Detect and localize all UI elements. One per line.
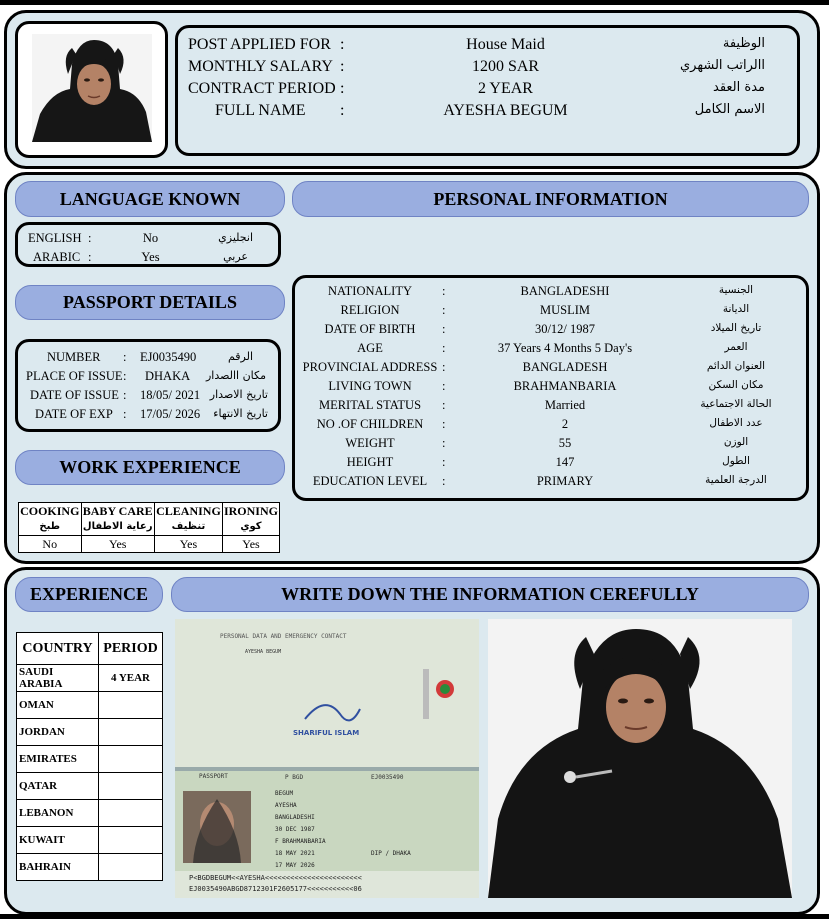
row-label: AGE bbox=[357, 341, 383, 355]
personal-row bbox=[295, 379, 806, 398]
country-cell: BAHRAIN bbox=[17, 854, 99, 881]
row-value: Yes bbox=[141, 250, 160, 264]
row-value: 17/05/ 2026 bbox=[140, 407, 201, 421]
row-colon: : bbox=[340, 58, 345, 75]
row-label: ARABIC bbox=[33, 250, 81, 264]
row-arabic: الدرجة العلمية bbox=[705, 474, 767, 486]
language-row bbox=[18, 250, 278, 269]
work-table bbox=[18, 502, 280, 553]
country-cell: KUWAIT bbox=[17, 827, 99, 854]
row-arabic: مكان السكن bbox=[708, 379, 764, 391]
header-row bbox=[178, 36, 797, 58]
experience-row bbox=[17, 827, 163, 854]
row-value: 37 Years 4 Months 5 Day's bbox=[497, 341, 633, 355]
work-col-cooking bbox=[19, 503, 82, 536]
experience-row bbox=[17, 719, 163, 746]
row-label: NO .OF CHILDREN bbox=[316, 417, 424, 431]
row-value: PRIMARY bbox=[536, 474, 594, 488]
experience-row bbox=[17, 773, 163, 800]
experience-period-header: PERIOD bbox=[99, 633, 163, 665]
scan-mrz-2: EJ0035490ABGD8712301F2605177<<<<<<<<<<<06 bbox=[189, 885, 362, 893]
experience-row bbox=[17, 692, 163, 719]
row-value: EJ0035490 bbox=[140, 350, 197, 364]
personal-row bbox=[295, 455, 806, 474]
language-row bbox=[18, 231, 278, 250]
scan-type-code: P BGD bbox=[285, 774, 304, 781]
experience-country-header: COUNTRY bbox=[17, 633, 99, 665]
scan-name-line: AYESHA BEGUM bbox=[245, 649, 282, 655]
row-arabic: الجنسية bbox=[718, 284, 754, 296]
scan-number: EJ0035490 bbox=[371, 774, 404, 781]
work-col-ironing bbox=[222, 503, 279, 536]
row-arabic: االراتب الشهري bbox=[680, 58, 765, 73]
scan-expiry: 17 MAY 2026 bbox=[275, 862, 315, 869]
row-arabic: الديانة bbox=[722, 303, 750, 315]
country-cell: JORDAN bbox=[17, 719, 99, 746]
row-arabic: عربي bbox=[223, 250, 248, 263]
row-colon: : bbox=[340, 36, 345, 53]
row-arabic: مكان االصدار bbox=[205, 369, 266, 382]
row-label: WEIGHT bbox=[345, 436, 395, 450]
row-value: Married bbox=[544, 398, 586, 412]
row-arabic: الحالة الاجتماعية bbox=[700, 398, 772, 410]
experience-table bbox=[16, 632, 163, 881]
work-col-ar: رعاية الاطفال bbox=[82, 521, 153, 532]
row-arabic: تاريخ الميلاد bbox=[710, 322, 762, 334]
personal-row bbox=[295, 417, 806, 436]
work-value: Yes bbox=[222, 536, 279, 553]
row-label: NATIONALITY bbox=[327, 284, 412, 298]
scan-dob: 30 DEC 1987 bbox=[275, 826, 315, 833]
row-value: BANGLADESHI bbox=[520, 284, 610, 298]
experience-row bbox=[17, 854, 163, 881]
full-photo bbox=[488, 619, 792, 898]
row-value: MUSLIM bbox=[539, 303, 590, 317]
period-cell bbox=[99, 854, 163, 881]
scan-heading: PERSONAL DATA AND EMERGENCY CONTACT bbox=[220, 633, 347, 640]
passport-title: PASSPORT DETAILS bbox=[15, 285, 285, 320]
row-colon: : bbox=[442, 417, 446, 431]
row-arabic: انجليزي bbox=[218, 231, 253, 244]
period-cell bbox=[99, 719, 163, 746]
language-box bbox=[15, 222, 281, 267]
row-arabic: العنوان الدائم bbox=[706, 360, 766, 372]
scan-issue-place: DIP / DHAKA bbox=[371, 850, 411, 857]
country-cell: EMIRATES bbox=[17, 746, 99, 773]
passport-box bbox=[15, 339, 281, 432]
passport-row bbox=[18, 350, 278, 369]
row-label: POST APPLIED FOR bbox=[188, 36, 331, 53]
work-col-babycare bbox=[81, 503, 154, 536]
work-col-en: COOKING bbox=[20, 504, 80, 518]
scan-mrz-1: P<BGDBEGUM<<AYESHA<<<<<<<<<<<<<<<<<<<<<<< bbox=[189, 874, 362, 882]
row-colon: : bbox=[442, 322, 446, 336]
scan-sex-place: F BRAHMANBARIA bbox=[275, 838, 326, 845]
post-info-box bbox=[175, 25, 800, 156]
row-colon: : bbox=[123, 369, 127, 383]
row-value: DHAKA bbox=[145, 369, 191, 383]
scan-nationality: BANGLADESHI bbox=[275, 814, 315, 821]
row-value: 30/12/ 1987 bbox=[534, 322, 596, 336]
row-colon: : bbox=[442, 455, 446, 469]
row-colon: : bbox=[442, 436, 446, 450]
row-arabic: مدة العقد bbox=[713, 80, 765, 95]
passport-row bbox=[18, 388, 278, 407]
passport-row bbox=[18, 369, 278, 388]
row-colon: : bbox=[340, 102, 345, 119]
personal-row bbox=[295, 284, 806, 303]
row-value: 55 bbox=[558, 436, 572, 450]
row-colon: : bbox=[340, 80, 345, 97]
row-arabic: تاريخ الانتهاء bbox=[213, 407, 268, 420]
row-label: PROVINCIAL ADDRESS bbox=[302, 360, 438, 374]
period-cell bbox=[99, 692, 163, 719]
personal-title: PERSONAL INFORMATION bbox=[292, 181, 809, 217]
row-label: CONTRACT PERIOD bbox=[188, 80, 336, 97]
work-value: Yes bbox=[81, 536, 154, 553]
work-col-ar: تنظيف bbox=[171, 521, 206, 532]
portrait-image bbox=[32, 34, 152, 142]
row-value: 2 YEAR bbox=[478, 80, 533, 97]
experience-header-row bbox=[17, 633, 163, 665]
row-value: 1200 SAR bbox=[471, 58, 540, 75]
personal-row bbox=[295, 360, 806, 379]
personal-row bbox=[295, 341, 806, 360]
full-photo-image bbox=[488, 619, 792, 898]
experience-title: EXPERIENCE bbox=[15, 577, 163, 612]
row-colon: : bbox=[442, 284, 446, 298]
period-cell: 4 YEAR bbox=[99, 665, 163, 692]
row-arabic: الطول bbox=[722, 455, 750, 467]
row-arabic: الرقم bbox=[227, 350, 253, 363]
personal-box bbox=[292, 275, 809, 501]
row-label: EDUCATION LEVEL bbox=[312, 474, 428, 488]
personal-row bbox=[295, 474, 806, 493]
country-cell: QATAR bbox=[17, 773, 99, 800]
row-label: LIVING TOWN bbox=[328, 379, 412, 393]
passport-scan-image bbox=[175, 619, 479, 898]
row-label: ENGLISH bbox=[28, 231, 82, 245]
row-arabic: العمر bbox=[724, 341, 748, 353]
notice-title: WRITE DOWN THE INFORMATION CEREFULLY bbox=[171, 577, 809, 612]
header-row bbox=[178, 58, 797, 80]
period-cell bbox=[99, 773, 163, 800]
row-value: BRAHMANBARIA bbox=[513, 379, 617, 393]
row-value: BANGLADESH bbox=[522, 360, 608, 374]
scan-surname: BEGUM bbox=[275, 790, 294, 797]
period-cell bbox=[99, 800, 163, 827]
row-arabic: الاسم الكامل bbox=[694, 102, 765, 117]
row-colon: : bbox=[123, 407, 127, 421]
row-label: RELIGION bbox=[340, 303, 400, 317]
period-cell bbox=[99, 827, 163, 854]
row-colon: : bbox=[442, 474, 446, 488]
row-value: No bbox=[142, 231, 159, 245]
top-rule bbox=[0, 0, 829, 5]
experience-row bbox=[17, 800, 163, 827]
country-cell: SAUDI ARABIA bbox=[17, 665, 99, 692]
scan-passport-label: PASSPORT bbox=[199, 773, 228, 780]
work-col-ar: كوي bbox=[240, 521, 262, 532]
experience-row bbox=[17, 665, 163, 692]
work-title: WORK EXPERIENCE bbox=[15, 450, 285, 485]
header-row bbox=[178, 102, 797, 124]
personal-row bbox=[295, 303, 806, 322]
header-row bbox=[178, 80, 797, 102]
row-colon: : bbox=[88, 231, 92, 245]
row-label: HEIGHT bbox=[346, 455, 394, 469]
row-label: MONTHLY SALARY bbox=[188, 58, 333, 75]
personal-row bbox=[295, 398, 806, 417]
row-value: House Maid bbox=[466, 36, 545, 53]
row-label: MERITAL STATUS bbox=[318, 398, 422, 412]
row-value: 147 bbox=[555, 455, 575, 469]
work-col-en: IRONING bbox=[223, 504, 278, 518]
scan-issue: 18 MAY 2021 bbox=[275, 850, 315, 857]
passport-row bbox=[18, 407, 278, 426]
row-value: 2 bbox=[561, 417, 569, 431]
work-value: Yes bbox=[154, 536, 222, 553]
profile-photo bbox=[32, 34, 152, 142]
work-col-ar: طبخ bbox=[39, 521, 61, 532]
row-value: 18/05/ 2021 bbox=[140, 388, 201, 402]
row-arabic: تاريخ الاصدار bbox=[209, 388, 268, 401]
row-label: NUMBER bbox=[47, 350, 101, 364]
scan-signature-text: SHARIFUL ISLAM bbox=[293, 729, 360, 737]
work-value-row bbox=[19, 536, 280, 553]
row-arabic: الوظيفة bbox=[722, 36, 765, 51]
row-value: AYESHA BEGUM bbox=[443, 102, 568, 119]
row-label: DATE OF EXP bbox=[35, 407, 113, 421]
passport-scan bbox=[175, 619, 479, 898]
country-cell: LEBANON bbox=[17, 800, 99, 827]
work-header-row bbox=[19, 503, 280, 536]
personal-row bbox=[295, 322, 806, 341]
country-cell: OMAN bbox=[17, 692, 99, 719]
work-col-en: CLEANING bbox=[156, 504, 221, 518]
work-col-en: BABY CARE bbox=[82, 504, 153, 518]
language-title: LANGUAGE KNOWN bbox=[15, 181, 285, 217]
bottom-rule bbox=[0, 914, 829, 919]
experience-row bbox=[17, 746, 163, 773]
row-colon: : bbox=[442, 379, 446, 393]
work-col-cleaning bbox=[154, 503, 222, 536]
row-colon: : bbox=[442, 303, 446, 317]
row-colon: : bbox=[123, 350, 127, 364]
row-colon: : bbox=[442, 398, 446, 412]
personal-row bbox=[295, 436, 806, 455]
row-arabic: عدد الاطفال bbox=[709, 417, 763, 429]
row-colon: : bbox=[442, 341, 446, 355]
row-colon: : bbox=[442, 360, 446, 374]
row-colon: : bbox=[88, 250, 92, 264]
row-label: FULL NAME bbox=[215, 102, 306, 119]
scan-given: AYESHA bbox=[275, 802, 297, 809]
row-label: DATE OF ISSUE bbox=[30, 388, 119, 402]
row-colon: : bbox=[123, 388, 127, 402]
row-label: DATE OF BIRTH bbox=[324, 322, 416, 336]
work-value: No bbox=[19, 536, 82, 553]
row-label: PLACE OF ISSUE bbox=[26, 369, 123, 383]
period-cell bbox=[99, 746, 163, 773]
row-arabic: الوزن bbox=[723, 436, 749, 448]
